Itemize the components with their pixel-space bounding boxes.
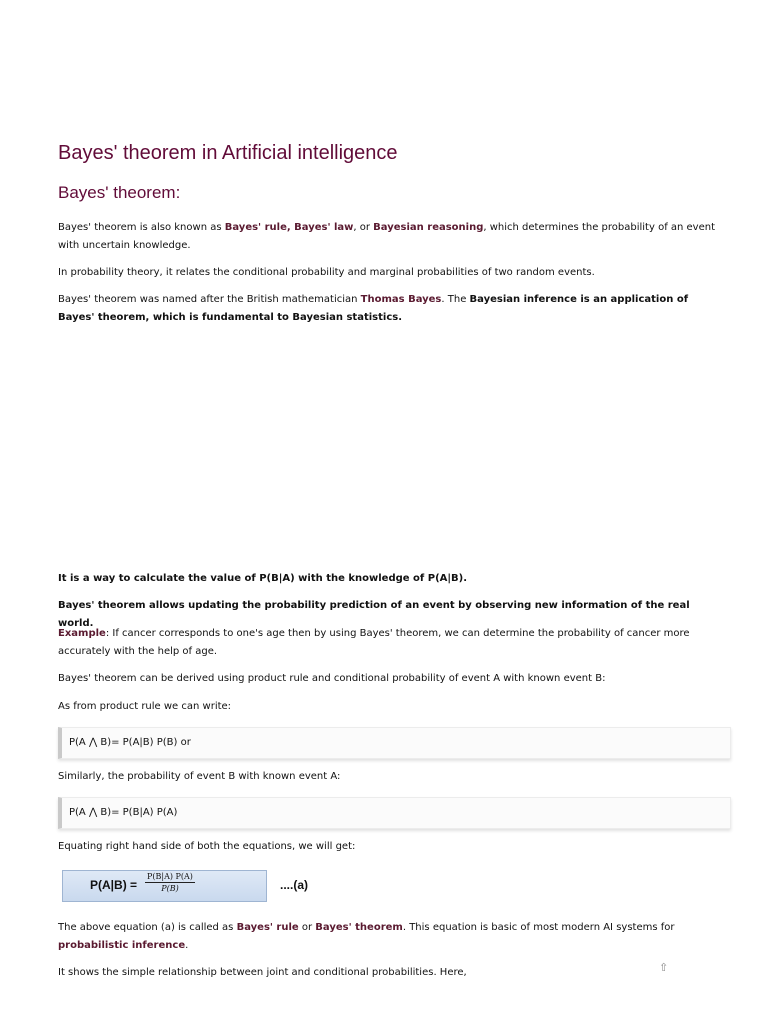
formula-numerator: P(B|A) P(A): [147, 872, 193, 881]
equation-2-text: P(A ⋀ B)= P(B|A) P(A): [69, 807, 178, 818]
formula-denominator: P(B): [161, 884, 179, 893]
equation-1-text: P(A ⋀ B)= P(A|B) P(B) or: [69, 737, 191, 748]
paragraph-example: Example: If cancer corresponds to one's age then by using Bayes' theorem, we can determine the probability of cancer more accurately with the help of age.: [58, 628, 690, 657]
paragraph-equating: Equating right hand side of both the equations, we will get:: [58, 841, 356, 852]
paragraph-thomas-bayes: Bayes' theorem was named after the British mathematician Thomas Bayes. The Bayesian inference is an application of Bayes' theorem, which is fundamental to Bayesian statistics.: [58, 294, 689, 323]
page-title: Bayes' theorem in Artificial intelligence: [58, 142, 398, 164]
bayes-formula-box: [62, 870, 267, 902]
formula-label: ....(a): [280, 878, 309, 892]
equation-box-2: [58, 797, 731, 829]
scroll-up-icon[interactable]: ⇧: [659, 961, 669, 974]
formula-fraction: [145, 872, 195, 893]
paragraph-similarly: Similarly, the probability of event B with known event A:: [58, 771, 341, 782]
section-heading: Bayes' theorem:: [58, 183, 181, 202]
paragraph-bayes-rule: The above equation (a) is called as Bayes' rule or Bayes' theorem. This equation is basic of most modern AI systems for probabilistic inference.: [58, 922, 675, 951]
paragraph-relationship: It shows the simple relationship between joint and conditional probabilities. Here,: [58, 967, 467, 978]
paragraph-calculate: It is a way to calculate the value of P(B|A) with the knowledge of P(A|B).: [58, 573, 468, 584]
paragraph-probability-theory: In probability theory, it relates the conditional probability and marginal probabilities of two random events.: [58, 267, 595, 278]
equation-box-1: [58, 727, 731, 759]
paragraph-updating: Bayes' theorem allows updating the probability prediction of an event by observing new information of the real world.: [58, 600, 690, 629]
paragraph-derivation: Bayes' theorem can be derived using product rule and conditional probability of event A with known event B:: [58, 673, 606, 684]
formula-lhs: P(A|B) =: [90, 878, 138, 892]
paragraph-intro: Bayes' theorem is also known as Bayes' rule, Bayes' law, or Bayesian reasoning, which determines the probability of an event with uncertain knowledge.: [58, 222, 716, 251]
paragraph-product-rule: As from product rule we can write:: [58, 701, 232, 712]
